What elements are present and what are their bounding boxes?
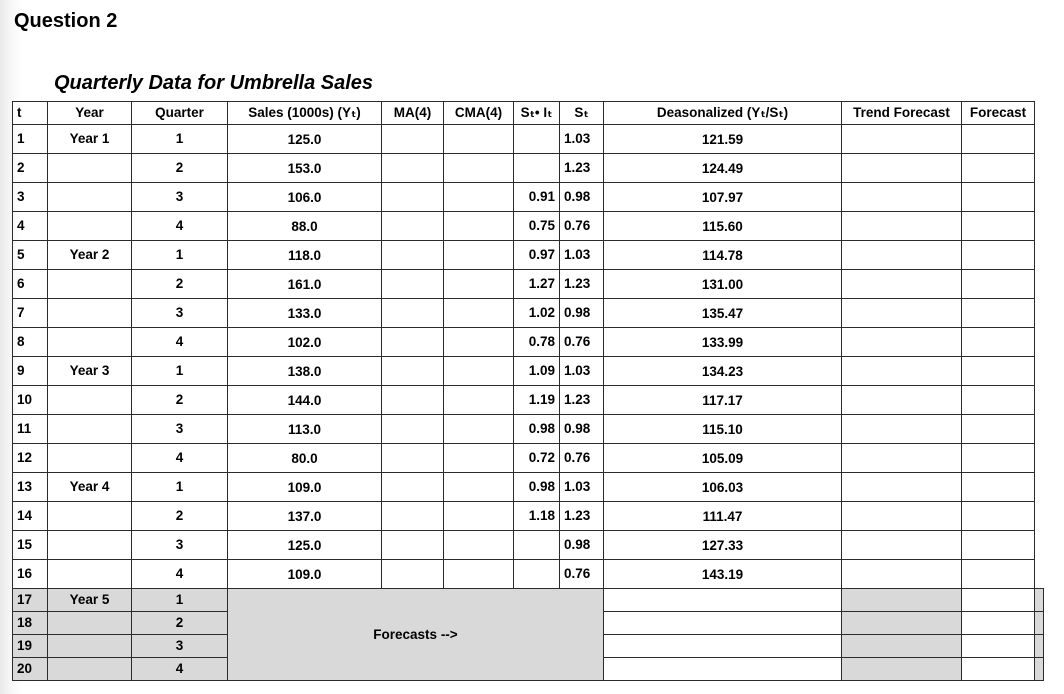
cell-quarter: 1 xyxy=(132,241,228,270)
cell-forecast[interactable] xyxy=(962,386,1035,415)
cell-quarter: 1 xyxy=(132,473,228,502)
cell-trend-forecast[interactable] xyxy=(842,328,962,357)
cell-deseasonalized: 127.33 xyxy=(604,531,842,560)
cell-cma4[interactable] xyxy=(444,502,514,531)
cell-quarter: 1 xyxy=(132,357,228,386)
cell-deseasonalized: 124.49 xyxy=(604,154,842,183)
cell-forecast xyxy=(1035,658,1044,681)
cell-cma4[interactable] xyxy=(444,444,514,473)
cell-t: 12 xyxy=(13,444,48,473)
cell-t: 13 xyxy=(13,473,48,502)
cell-ma4[interactable] xyxy=(382,328,444,357)
cell-quarter: 3 xyxy=(132,531,228,560)
cell-forecast[interactable] xyxy=(962,183,1035,212)
cell-trend-forecast[interactable] xyxy=(842,212,962,241)
cell-quarter: 4 xyxy=(132,212,228,241)
header-forecast: Forecast xyxy=(962,102,1035,125)
cell-quarter: 4 xyxy=(132,560,228,589)
cell-seasonal-irregular: 0.78 xyxy=(514,328,560,357)
cell-t: 9 xyxy=(13,357,48,386)
cell-quarter: 3 xyxy=(132,299,228,328)
cell-forecast[interactable] xyxy=(962,531,1035,560)
cell-cma4[interactable] xyxy=(444,154,514,183)
cell-deseasonalized xyxy=(842,612,962,635)
cell-year: Year 3 xyxy=(48,357,132,386)
cell-quarter: 2 xyxy=(132,612,228,635)
cell-quarter: 4 xyxy=(132,444,228,473)
cell-sales: 102.0 xyxy=(228,328,382,357)
cell-deseasonalized: 105.09 xyxy=(604,444,842,473)
cell-trend-forecast[interactable] xyxy=(842,125,962,154)
cell-year xyxy=(48,270,132,299)
cell-forecast[interactable] xyxy=(962,502,1035,531)
cell-t: 3 xyxy=(13,183,48,212)
cell-sales: 113.0 xyxy=(228,415,382,444)
cell-trend-forecast[interactable] xyxy=(962,589,1035,612)
cell-quarter: 3 xyxy=(132,183,228,212)
header-trend-forecast: Trend Forecast xyxy=(842,102,962,125)
cell-sales: 118.0 xyxy=(228,241,382,270)
cell-seasonal-irregular: 1.09 xyxy=(514,357,560,386)
cell-forecast[interactable] xyxy=(962,357,1035,386)
cell-cma4[interactable] xyxy=(444,241,514,270)
header-cma4: CMA(4) xyxy=(444,102,514,125)
cell-ma4[interactable] xyxy=(382,560,444,589)
cell-t: 1 xyxy=(13,125,48,154)
cell-t: 20 xyxy=(13,658,48,681)
cell-year xyxy=(48,212,132,241)
cell-seasonal-index: 0.76 xyxy=(560,560,604,589)
cell-forecast[interactable] xyxy=(962,241,1035,270)
cell-ma4[interactable] xyxy=(382,125,444,154)
cell-quarter: 3 xyxy=(132,415,228,444)
table-row xyxy=(13,386,1044,415)
cell-sales: 161.0 xyxy=(228,270,382,299)
cell-forecast[interactable] xyxy=(962,560,1035,589)
cell-seasonal-irregular: 1.18 xyxy=(514,502,560,531)
cell-year xyxy=(48,635,132,658)
cell-deseasonalized: 115.10 xyxy=(604,415,842,444)
cell-deseasonalized: 143.19 xyxy=(604,560,842,589)
cell-quarter: 4 xyxy=(132,328,228,357)
header-deseasonalized: Deasonalized (Yₜ/Sₜ) xyxy=(604,102,842,125)
umbrella-sales-table xyxy=(12,101,1044,681)
cell-deseasonalized: 111.47 xyxy=(604,502,842,531)
cell-seasonal-index: 0.76 xyxy=(560,328,604,357)
cell-deseasonalized: 121.59 xyxy=(604,125,842,154)
cell-quarter: 1 xyxy=(132,589,228,612)
cell-year xyxy=(48,612,132,635)
cell-t: 18 xyxy=(13,612,48,635)
cell-year: Year 2 xyxy=(48,241,132,270)
cell-ma4[interactable] xyxy=(382,502,444,531)
cell-forecast[interactable] xyxy=(962,299,1035,328)
cell-quarter: 4 xyxy=(132,658,228,681)
cell-deseasonalized: 134.23 xyxy=(604,357,842,386)
table-row xyxy=(13,183,1044,212)
cell-deseasonalized: 114.78 xyxy=(604,241,842,270)
cell-seasonal-index: 0.76 xyxy=(560,444,604,473)
cell-trend-forecast[interactable] xyxy=(842,444,962,473)
header-ma4: MA(4) xyxy=(382,102,444,125)
cell-cma4[interactable] xyxy=(444,125,514,154)
cell-t: 2 xyxy=(13,154,48,183)
cell-ma4[interactable] xyxy=(382,386,444,415)
cell-cma4[interactable] xyxy=(444,531,514,560)
cell-forecast[interactable] xyxy=(962,415,1035,444)
cell-seasonal-index[interactable] xyxy=(604,589,842,612)
cell-forecast xyxy=(1035,612,1044,635)
cell-trend-forecast[interactable] xyxy=(842,560,962,589)
cell-seasonal-index: 1.03 xyxy=(560,125,604,154)
cell-ma4[interactable] xyxy=(382,415,444,444)
cell-cma4[interactable] xyxy=(444,560,514,589)
cell-forecast[interactable] xyxy=(962,154,1035,183)
cell-cma4[interactable] xyxy=(444,415,514,444)
question-heading: Question 2 xyxy=(14,10,118,32)
cell-seasonal-irregular: 0.98 xyxy=(514,415,560,444)
cell-seasonal-index[interactable] xyxy=(604,635,842,658)
cell-trend-forecast[interactable] xyxy=(842,415,962,444)
cell-seasonal-irregular: 0.98 xyxy=(514,473,560,502)
cell-cma4[interactable] xyxy=(444,212,514,241)
cell-cma4[interactable] xyxy=(444,473,514,502)
cell-ma4[interactable] xyxy=(382,357,444,386)
table-row xyxy=(13,270,1044,299)
forecast-row xyxy=(13,589,1044,612)
cell-t: 16 xyxy=(13,560,48,589)
cell-deseasonalized: 117.17 xyxy=(604,386,842,415)
cell-sales: 137.0 xyxy=(228,502,382,531)
cell-trend-forecast[interactable] xyxy=(842,299,962,328)
cell-ma4[interactable] xyxy=(382,241,444,270)
cell-year xyxy=(48,328,132,357)
cell-trend-forecast[interactable] xyxy=(842,241,962,270)
cell-t: 14 xyxy=(13,502,48,531)
cell-year xyxy=(48,444,132,473)
cell-forecast[interactable] xyxy=(962,212,1035,241)
cell-forecast xyxy=(1035,589,1044,612)
cell-cma4[interactable] xyxy=(444,386,514,415)
cell-trend-forecast[interactable] xyxy=(842,154,962,183)
cell-sales: 125.0 xyxy=(228,125,382,154)
cell-seasonal-index: 1.03 xyxy=(560,241,604,270)
cell-sales: 109.0 xyxy=(228,473,382,502)
cell-deseasonalized: 115.60 xyxy=(604,212,842,241)
cell-deseasonalized xyxy=(842,589,962,612)
header-quarter: Quarter xyxy=(132,102,228,125)
cell-ma4[interactable] xyxy=(382,444,444,473)
cell-deseasonalized xyxy=(842,635,962,658)
cell-deseasonalized: 133.99 xyxy=(604,328,842,357)
cell-quarter: 2 xyxy=(132,386,228,415)
cell-trend-forecast[interactable] xyxy=(842,270,962,299)
cell-year xyxy=(48,502,132,531)
cell-seasonal-irregular xyxy=(514,125,560,154)
cell-forecast[interactable] xyxy=(962,473,1035,502)
cell-ma4[interactable] xyxy=(382,531,444,560)
cell-trend-forecast[interactable] xyxy=(962,612,1035,635)
cell-sales: 138.0 xyxy=(228,357,382,386)
cell-forecast xyxy=(1035,635,1044,658)
cell-sales: 125.0 xyxy=(228,531,382,560)
cell-seasonal-irregular: 1.27 xyxy=(514,270,560,299)
cell-year xyxy=(48,183,132,212)
table-row xyxy=(13,299,1044,328)
table-row xyxy=(13,154,1044,183)
cell-seasonal-irregular: 0.75 xyxy=(514,212,560,241)
cell-ma4[interactable] xyxy=(382,473,444,502)
cell-year xyxy=(48,154,132,183)
cell-cma4[interactable] xyxy=(444,357,514,386)
cell-cma4[interactable] xyxy=(444,270,514,299)
cell-year xyxy=(48,415,132,444)
cell-forecast[interactable] xyxy=(962,270,1035,299)
cell-ma4[interactable] xyxy=(382,183,444,212)
cell-cma4[interactable] xyxy=(444,183,514,212)
cell-seasonal-irregular: 0.91 xyxy=(514,183,560,212)
cell-seasonal-index[interactable] xyxy=(604,612,842,635)
table-row xyxy=(13,415,1044,444)
cell-forecast[interactable] xyxy=(962,125,1035,154)
cell-ma4[interactable] xyxy=(382,212,444,241)
cell-ma4[interactable] xyxy=(382,299,444,328)
cell-forecast[interactable] xyxy=(962,444,1035,473)
cell-cma4[interactable] xyxy=(444,328,514,357)
table-title: Quarterly Data for Umbrella Sales xyxy=(54,72,374,94)
cell-ma4[interactable] xyxy=(382,154,444,183)
cell-trend-forecast[interactable] xyxy=(842,502,962,531)
cell-deseasonalized: 131.00 xyxy=(604,270,842,299)
cell-trend-forecast[interactable] xyxy=(842,473,962,502)
cell-seasonal-index: 0.98 xyxy=(560,183,604,212)
header-sales: Sales (1000s) (Yₜ) xyxy=(228,102,382,125)
table-row xyxy=(13,473,1044,502)
header-year: Year xyxy=(48,102,132,125)
cell-seasonal-index: 1.23 xyxy=(560,270,604,299)
cell-t: 15 xyxy=(13,531,48,560)
cell-seasonal-irregular: 1.02 xyxy=(514,299,560,328)
header-seasonal-irregular: Sₜ• Iₜ xyxy=(514,102,560,125)
cell-year xyxy=(48,560,132,589)
header-row xyxy=(13,102,1044,125)
cell-t: 19 xyxy=(13,635,48,658)
table-row xyxy=(13,212,1044,241)
table-row xyxy=(13,560,1044,589)
cell-seasonal-irregular xyxy=(514,560,560,589)
cell-seasonal-index: 1.03 xyxy=(560,357,604,386)
cell-deseasonalized: 107.97 xyxy=(604,183,842,212)
cell-year: Year 1 xyxy=(48,125,132,154)
cell-year xyxy=(48,386,132,415)
cell-year: Year 5 xyxy=(48,589,132,612)
cell-seasonal-index: 0.76 xyxy=(560,212,604,241)
cell-trend-forecast[interactable] xyxy=(962,635,1035,658)
cell-quarter: 2 xyxy=(132,502,228,531)
cell-deseasonalized xyxy=(842,658,962,681)
cell-year xyxy=(48,658,132,681)
cell-forecast[interactable] xyxy=(962,328,1035,357)
cell-sales: 144.0 xyxy=(228,386,382,415)
header-t: t xyxy=(13,102,48,125)
table-row xyxy=(13,328,1044,357)
cell-t: 11 xyxy=(13,415,48,444)
cell-year xyxy=(48,531,132,560)
cell-quarter: 1 xyxy=(132,125,228,154)
table-row xyxy=(13,241,1044,270)
table-row xyxy=(13,444,1044,473)
cell-quarter: 2 xyxy=(132,270,228,299)
cell-seasonal-irregular: 0.72 xyxy=(514,444,560,473)
table-row xyxy=(13,502,1044,531)
cell-trend-forecast[interactable] xyxy=(962,658,1035,681)
table-row xyxy=(13,357,1044,386)
cell-sales: 106.0 xyxy=(228,183,382,212)
cell-deseasonalized: 106.03 xyxy=(604,473,842,502)
cell-sales: 153.0 xyxy=(228,154,382,183)
cell-trend-forecast[interactable] xyxy=(842,386,962,415)
cell-trend-forecast[interactable] xyxy=(842,183,962,212)
cell-seasonal-irregular xyxy=(514,531,560,560)
table-row xyxy=(13,531,1044,560)
cell-seasonal-index: 0.98 xyxy=(560,531,604,560)
cell-t: 17 xyxy=(13,589,48,612)
cell-sales: 88.0 xyxy=(228,212,382,241)
cell-t: 8 xyxy=(13,328,48,357)
cell-trend-forecast[interactable] xyxy=(842,357,962,386)
cell-seasonal-index: 1.03 xyxy=(560,473,604,502)
cell-seasonal-index: 0.98 xyxy=(560,415,604,444)
cell-t: 10 xyxy=(13,386,48,415)
cell-t: 4 xyxy=(13,212,48,241)
cell-seasonal-irregular: 0.97 xyxy=(514,241,560,270)
cell-seasonal-index: 0.98 xyxy=(560,299,604,328)
cell-seasonal-index: 1.23 xyxy=(560,154,604,183)
header-seasonal-index: Sₜ xyxy=(560,102,604,125)
cell-year: Year 4 xyxy=(48,473,132,502)
cell-trend-forecast[interactable] xyxy=(842,531,962,560)
cell-seasonal-irregular xyxy=(514,154,560,183)
cell-quarter: 2 xyxy=(132,154,228,183)
cell-t: 7 xyxy=(13,299,48,328)
forecasts-label: Forecasts --> xyxy=(228,589,604,681)
cell-seasonal-index[interactable] xyxy=(604,658,842,681)
cell-t: 5 xyxy=(13,241,48,270)
cell-deseasonalized: 135.47 xyxy=(604,299,842,328)
cell-quarter: 3 xyxy=(132,635,228,658)
cell-cma4[interactable] xyxy=(444,299,514,328)
cell-sales: 109.0 xyxy=(228,560,382,589)
cell-seasonal-irregular: 1.19 xyxy=(514,386,560,415)
cell-t: 6 xyxy=(13,270,48,299)
table-row xyxy=(13,125,1044,154)
cell-seasonal-index: 1.23 xyxy=(560,502,604,531)
cell-sales: 80.0 xyxy=(228,444,382,473)
cell-sales: 133.0 xyxy=(228,299,382,328)
cell-year xyxy=(48,299,132,328)
cell-seasonal-index: 1.23 xyxy=(560,386,604,415)
cell-ma4[interactable] xyxy=(382,270,444,299)
